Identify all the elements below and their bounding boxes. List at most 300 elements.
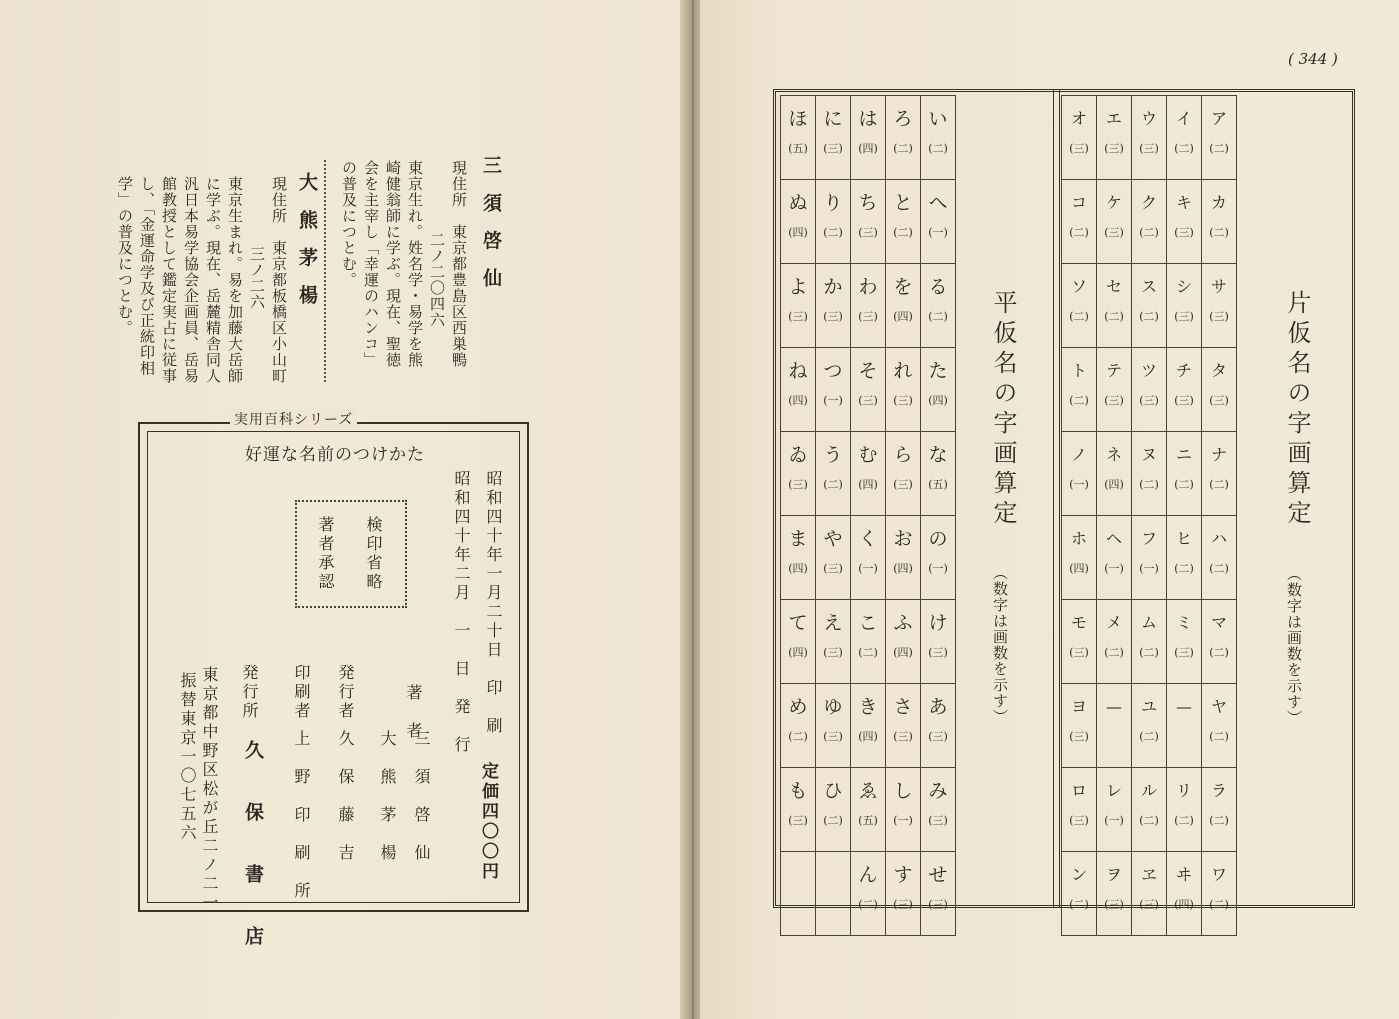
char-cell [1097, 96, 1132, 180]
stroke-count: (二) [1069, 394, 1089, 407]
stroke-count: (三) [1139, 142, 1159, 155]
bio-misu-name: 三 須 啓 仙 [480, 155, 502, 293]
author-misu: 三 須 啓 仙 [412, 730, 431, 863]
stroke-count: (四) [788, 394, 808, 407]
char-cell [816, 348, 851, 432]
char-cell [781, 684, 816, 768]
char-cell [1167, 684, 1202, 768]
char-cell [1167, 516, 1202, 600]
char-glyph [781, 864, 815, 886]
char-cell [886, 432, 921, 516]
char-glyph: か [823, 276, 843, 298]
char-glyph: ネ [1105, 445, 1122, 464]
char-glyph: オ [1070, 109, 1087, 128]
stroke-count: (二) [1139, 646, 1159, 659]
char-glyph: ニ [1175, 445, 1192, 464]
char-cell [921, 180, 956, 264]
bio-okuma-address: 現住所 東京都板橋区小山町 [270, 176, 288, 384]
char-glyph: す [893, 864, 913, 886]
bio-okuma-text-1: 東京生まれ。易を加藤大岳師 [226, 176, 244, 384]
bio-okuma-address2: 三ノ二六 [248, 246, 266, 310]
char-cell [1167, 264, 1202, 348]
char-glyph: と [893, 192, 913, 214]
char-cell [1202, 96, 1237, 180]
char-cell [1202, 432, 1237, 516]
char-cell [921, 684, 956, 768]
char-glyph: れ [893, 360, 913, 382]
stroke-count: (三) [928, 730, 948, 743]
char-cell [1132, 264, 1167, 348]
char-glyph: ら [893, 444, 913, 466]
char-glyph: つ [823, 360, 843, 382]
stroke-count: (一) [928, 562, 948, 575]
char-cell [1167, 180, 1202, 264]
stroke-count: (四) [893, 562, 913, 575]
char-cell [816, 432, 851, 516]
table-row [1062, 852, 1237, 936]
table-row [1062, 96, 1237, 180]
char-cell [1097, 180, 1132, 264]
char-cell [851, 180, 886, 264]
char-glyph: タ [1210, 361, 1227, 380]
char-glyph: や [823, 528, 843, 550]
bio-okuma-text-5: し、「金運命学及び正統印相 [138, 176, 156, 377]
char-cell [1062, 852, 1097, 936]
char-glyph: ワ [1210, 865, 1227, 884]
price: 定価四〇〇円 [478, 762, 498, 882]
char-cell [1202, 852, 1237, 936]
char-cell [816, 180, 851, 264]
stroke-count: (四) [788, 226, 808, 239]
char-glyph: ヤ [1210, 697, 1227, 716]
table-row [1062, 600, 1237, 684]
char-cell [1097, 516, 1132, 600]
hiragana-table [780, 95, 956, 936]
stroke-count: (二) [1209, 226, 1229, 239]
char-glyph: シ [1175, 277, 1192, 296]
stroke-count: (一) [928, 226, 948, 239]
publisher-role: 発行者 [336, 664, 355, 721]
stroke-count: (三) [928, 814, 948, 827]
char-glyph: ね [788, 360, 808, 382]
stroke-count: (二) [1104, 310, 1124, 323]
char-cell [851, 264, 886, 348]
stroke-count: (四) [858, 142, 878, 155]
char-cell [816, 852, 851, 936]
char-glyph: ノ [1070, 445, 1087, 464]
table-row [781, 768, 956, 852]
katakana-note: （数字は画数を示す） [1285, 566, 1303, 726]
char-glyph: は [858, 108, 878, 130]
char-cell [921, 432, 956, 516]
char-cell [851, 516, 886, 600]
table-row [781, 264, 956, 348]
table-row [1062, 264, 1237, 348]
stroke-count: (三) [1069, 646, 1089, 659]
stroke-count: (三) [928, 646, 948, 659]
office-name: 久 保 書 店 [242, 740, 264, 957]
author-role: 著 者 [404, 684, 423, 741]
char-glyph: ン [1070, 865, 1087, 884]
char-cell [1202, 600, 1237, 684]
office-account: 振替東京一〇七五六 [178, 672, 197, 843]
bio-misu-text-3: 会を主宰し「幸運のハンコ」 [362, 160, 380, 368]
author-approval: 著者承認 [316, 516, 335, 592]
char-cell [1132, 516, 1167, 600]
char-glyph: さ [893, 696, 913, 718]
char-glyph: ム [1140, 613, 1157, 632]
stroke-count: (三) [893, 730, 913, 743]
char-glyph: ス [1140, 277, 1157, 296]
bio-divider [324, 160, 326, 382]
stroke-count: (一) [1139, 562, 1159, 575]
tables-divider [1053, 89, 1060, 907]
char-glyph: ウ [1140, 109, 1157, 128]
stroke-count: (一) [823, 394, 843, 407]
char-cell [1062, 180, 1097, 264]
stroke-count: (二) [823, 478, 843, 491]
stroke-count: (二) [1209, 730, 1229, 743]
stroke-count: (五) [858, 814, 878, 827]
stroke-count: (三) [1069, 142, 1089, 155]
char-glyph [816, 864, 850, 886]
publisher-name: 久 保 藤 吉 [336, 730, 355, 863]
stroke-count: (二) [893, 226, 913, 239]
table-row [1062, 516, 1237, 600]
stroke-count: (三) [858, 310, 878, 323]
stroke-count: (一) [1104, 562, 1124, 575]
printer-name: 上 野 印 刷 所 [292, 730, 311, 901]
char-cell [1167, 432, 1202, 516]
char-glyph: り [823, 192, 843, 214]
stroke-count: (二) [1174, 478, 1194, 491]
char-cell [921, 348, 956, 432]
table-row [781, 180, 956, 264]
table-row [1062, 432, 1237, 516]
bio-okuma-text-3: 汎日本易学協会企画員、岳易 [182, 176, 200, 384]
char-glyph: な [928, 444, 948, 466]
katakana-table [1061, 95, 1237, 936]
char-glyph: ケ [1105, 193, 1122, 212]
stroke-count: (四) [1069, 562, 1089, 575]
char-glyph: モ [1070, 613, 1087, 632]
stroke-count: (三) [858, 394, 878, 407]
stroke-count: (二) [1139, 478, 1159, 491]
stroke-count: (四) [1104, 478, 1124, 491]
char-cell [886, 264, 921, 348]
stroke-count: (二) [1139, 814, 1159, 827]
char-glyph: も [788, 780, 808, 802]
char-cell [1132, 348, 1167, 432]
char-glyph: あ [928, 696, 948, 718]
char-cell [1202, 264, 1237, 348]
char-cell [886, 180, 921, 264]
bio-okuma-text-4: 館教授として鑑定実占に従事 [160, 176, 178, 384]
stroke-count: (二) [1139, 226, 1159, 239]
stroke-count: (三) [1174, 646, 1194, 659]
stroke-count: (二) [1209, 562, 1229, 575]
stroke-count: (三) [1209, 394, 1229, 407]
stroke-count: (二) [1139, 310, 1159, 323]
stroke-count: (四) [788, 646, 808, 659]
stroke-count: (四) [893, 310, 913, 323]
char-glyph: ル [1140, 781, 1157, 800]
left-page [0, 0, 688, 1019]
char-glyph: コ [1070, 193, 1087, 212]
char-cell [886, 516, 921, 600]
char-glyph: キ [1175, 193, 1192, 212]
char-glyph: イ [1175, 109, 1192, 128]
char-cell [1167, 348, 1202, 432]
char-cell [1202, 768, 1237, 852]
char-glyph: い [928, 108, 948, 130]
char-cell [781, 96, 816, 180]
stroke-count: (二) [858, 898, 878, 911]
char-cell [1167, 96, 1202, 180]
table-row [781, 516, 956, 600]
stroke-count: (二) [823, 226, 843, 239]
stroke-count: (三) [1104, 898, 1124, 911]
char-cell [816, 96, 851, 180]
char-glyph: の [928, 528, 948, 550]
char-glyph: よ [788, 276, 808, 298]
char-glyph: を [893, 276, 913, 298]
char-cell [1097, 432, 1132, 516]
hiragana-title: 平仮名の字画算定 [989, 290, 1017, 530]
page-number: ( 344 ) [1288, 50, 1338, 68]
char-cell [851, 684, 886, 768]
char-glyph: ヰ [1175, 865, 1192, 884]
printer-role: 印刷者 [292, 664, 311, 721]
bio-okuma-text-2: に学ぶ。現在、岳麓精舎同人 [204, 176, 222, 384]
stroke-count: (三) [823, 142, 843, 155]
stroke-count: (三) [1209, 310, 1229, 323]
table-row [781, 432, 956, 516]
char-cell [886, 96, 921, 180]
char-glyph: え [823, 612, 843, 634]
bio-misu-text-1: 東京生れ。姓名学・易学を熊 [406, 160, 424, 368]
stroke-count: (二) [928, 310, 948, 323]
char-cell [1062, 264, 1097, 348]
hiragana-note: （数字は画数を示す） [991, 565, 1009, 725]
table-row [781, 600, 956, 684]
stroke-count [1097, 728, 1131, 746]
char-glyph: ん [858, 864, 878, 886]
stroke-count: (二) [1069, 226, 1089, 239]
stroke-count: (三) [1104, 142, 1124, 155]
char-glyph: き [858, 696, 878, 718]
stroke-count: (二) [858, 646, 878, 659]
char-cell [1202, 348, 1237, 432]
char-cell [1062, 348, 1097, 432]
stroke-count: (二) [1209, 142, 1229, 155]
char-glyph: フ [1140, 529, 1157, 548]
table-row [1062, 768, 1237, 852]
char-cell [886, 852, 921, 936]
char-glyph: ま [788, 528, 808, 550]
char-cell [1132, 432, 1167, 516]
char-cell [851, 348, 886, 432]
stroke-count: (三) [1174, 394, 1194, 407]
char-cell [851, 852, 886, 936]
char-glyph: ふ [893, 612, 913, 634]
table-row [1062, 348, 1237, 432]
char-glyph: て [788, 612, 808, 634]
char-cell [1202, 684, 1237, 768]
char-cell [816, 600, 851, 684]
stroke-count: (三) [788, 814, 808, 827]
char-cell [921, 768, 956, 852]
char-glyph: ゐ [788, 444, 808, 466]
char-cell [1097, 264, 1132, 348]
stroke-count: (二) [1069, 898, 1089, 911]
char-cell [781, 852, 816, 936]
book-title: 好運な名前のつけかた [245, 445, 425, 465]
char-glyph: お [893, 528, 913, 550]
bio-misu-text-2: 崎健翁師に学ぶ。現在、聖徳 [384, 160, 402, 368]
char-glyph: ぬ [788, 192, 808, 214]
char-glyph: み [928, 780, 948, 802]
char-glyph: — [1176, 697, 1192, 716]
char-glyph: め [788, 696, 808, 718]
char-cell [1132, 852, 1167, 936]
char-glyph: エ [1105, 109, 1122, 128]
char-cell [1062, 516, 1097, 600]
bio-misu-address: 現住所 東京都豊島区西巣鴨 [450, 160, 468, 368]
char-glyph: ゆ [823, 696, 843, 718]
char-cell [1132, 600, 1167, 684]
char-glyph: ヲ [1105, 865, 1122, 884]
char-cell [1097, 768, 1132, 852]
stroke-count: (二) [788, 730, 808, 743]
char-cell [1062, 600, 1097, 684]
char-cell [816, 516, 851, 600]
char-glyph: ヒ [1175, 529, 1192, 548]
char-cell [851, 600, 886, 684]
char-glyph: せ [928, 864, 948, 886]
char-cell [851, 432, 886, 516]
char-glyph: ち [858, 192, 878, 214]
stroke-count: (一) [1069, 478, 1089, 491]
bio-misu-address2: 二ノ二〇四六 [428, 232, 446, 328]
char-glyph: メ [1105, 613, 1122, 632]
stroke-count: (三) [1174, 310, 1194, 323]
char-glyph: ラ [1210, 781, 1227, 800]
table-row [1062, 684, 1237, 768]
stroke-count: (二) [1069, 310, 1089, 323]
stroke-count: (四) [858, 478, 878, 491]
char-cell [921, 264, 956, 348]
stroke-count: (三) [928, 898, 948, 911]
char-cell [1202, 516, 1237, 600]
stroke-count: (二) [893, 142, 913, 155]
char-glyph: く [858, 528, 878, 550]
char-cell [1097, 600, 1132, 684]
char-cell [1132, 684, 1167, 768]
char-cell [1167, 600, 1202, 684]
char-glyph: セ [1105, 277, 1122, 296]
stroke-count: (二) [1209, 646, 1229, 659]
katakana-title: 片仮名の字画算定 [1283, 290, 1311, 530]
stroke-count: (三) [1069, 814, 1089, 827]
stroke-count: (三) [1139, 898, 1159, 911]
char-cell [781, 264, 816, 348]
char-cell [1097, 348, 1132, 432]
char-glyph: ヌ [1140, 445, 1157, 464]
office-role: 発行所 [240, 664, 259, 721]
stroke-count: (三) [1069, 730, 1089, 743]
stroke-count [781, 896, 815, 914]
bio-okuma-name: 大 熊 茅 楊 [296, 172, 318, 310]
char-glyph: そ [858, 360, 878, 382]
char-glyph: ハ [1210, 529, 1227, 548]
char-glyph: レ [1105, 781, 1122, 800]
office-address: 東京都中野区松が丘二ノ二一 [200, 666, 219, 913]
char-glyph: ヘ [1105, 529, 1122, 548]
char-glyph: む [858, 444, 878, 466]
char-glyph: た [928, 360, 948, 382]
char-cell [781, 600, 816, 684]
char-cell [1167, 768, 1202, 852]
char-cell [1062, 432, 1097, 516]
char-cell [816, 768, 851, 852]
char-glyph: ゑ [858, 780, 878, 802]
char-cell [1062, 684, 1097, 768]
stroke-count: (一) [1104, 814, 1124, 827]
char-cell [1132, 768, 1167, 852]
char-glyph: わ [858, 276, 878, 298]
stroke-count: (一) [858, 562, 878, 575]
char-glyph: ユ [1140, 697, 1157, 716]
stroke-count: (三) [823, 646, 843, 659]
stroke-count: (五) [928, 478, 948, 491]
stroke-count: (一) [893, 814, 913, 827]
table-row [781, 348, 956, 432]
char-cell [886, 768, 921, 852]
char-cell [886, 684, 921, 768]
stroke-count: (四) [788, 562, 808, 575]
char-cell [921, 516, 956, 600]
stroke-count: (二) [1104, 646, 1124, 659]
char-cell [851, 768, 886, 852]
stroke-count: (三) [823, 562, 843, 575]
stroke-count [1167, 728, 1201, 746]
char-cell [816, 264, 851, 348]
char-cell [1132, 180, 1167, 264]
stroke-count: (二) [1139, 730, 1159, 743]
char-glyph: ろ [893, 108, 913, 130]
char-glyph: ホ [1070, 529, 1087, 548]
stroke-count: (四) [893, 646, 913, 659]
stroke-count: (二) [1174, 562, 1194, 575]
table-row [781, 684, 956, 768]
char-glyph: ミ [1175, 613, 1192, 632]
table-row [781, 852, 956, 936]
stroke-count: (二) [1209, 898, 1229, 911]
stroke-count: (三) [893, 478, 913, 491]
char-glyph: ツ [1140, 361, 1157, 380]
char-cell [921, 600, 956, 684]
stroke-count: (二) [1209, 814, 1229, 827]
char-glyph: う [823, 444, 843, 466]
bio-okuma-text-6: 学」の普及につとむ。 [116, 176, 134, 336]
stroke-count: (三) [788, 310, 808, 323]
stroke-count: (二) [1209, 478, 1229, 491]
stroke-count: (二) [823, 814, 843, 827]
char-glyph: け [928, 612, 948, 634]
bio-misu-text-4: の普及につとむ。 [340, 160, 358, 288]
stroke-count: (四) [928, 394, 948, 407]
